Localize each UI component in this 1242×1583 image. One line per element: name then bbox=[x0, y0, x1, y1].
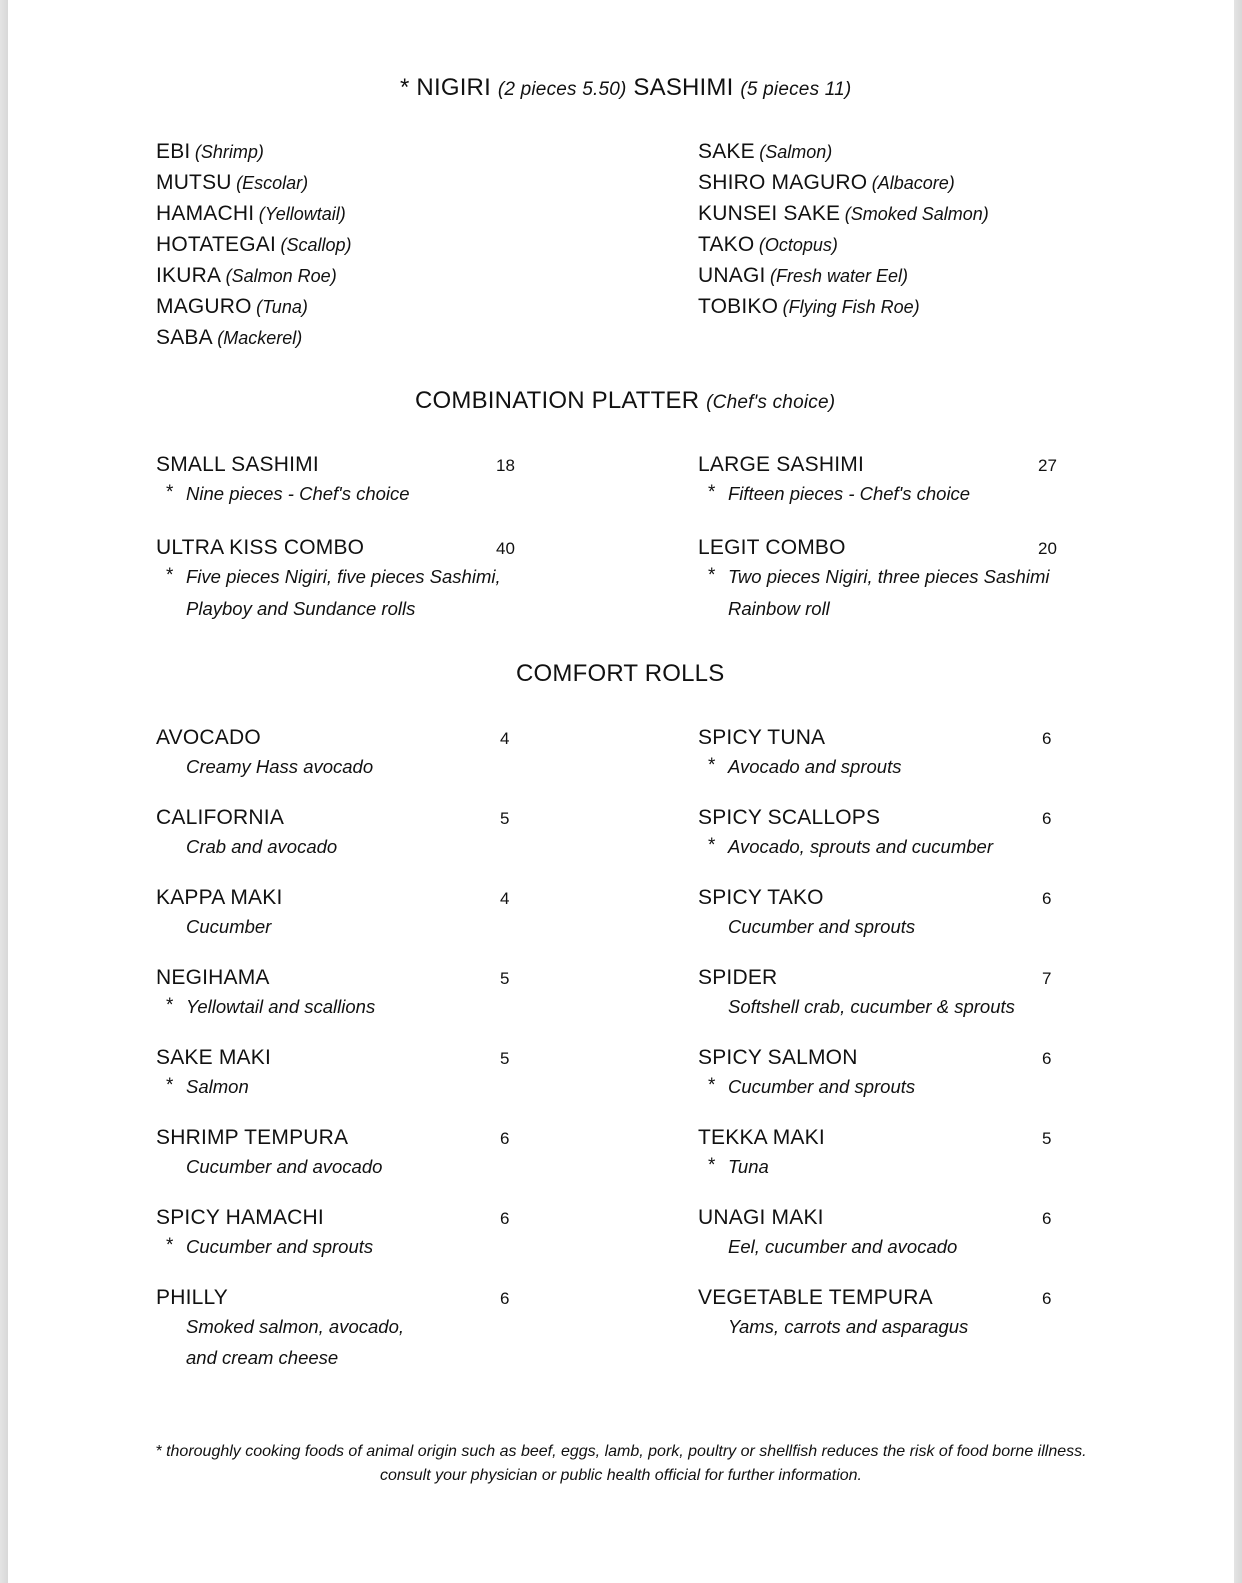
nigiri-item-name: HOTATEGAI bbox=[156, 233, 277, 256]
roll-price: 6 bbox=[1042, 889, 1052, 908]
roll-name: CALIFORNIA bbox=[156, 806, 285, 829]
nigiri-item-translation: (Smoked Salmon) bbox=[844, 204, 989, 224]
roll-description: Cucumber and sprouts bbox=[728, 916, 916, 937]
nigiri-item-translation: (Salmon Roe) bbox=[225, 266, 337, 286]
roll-name: SPICY TUNA bbox=[698, 726, 826, 749]
roll-price: 4 bbox=[500, 889, 510, 908]
combo-price: 40 bbox=[496, 539, 515, 558]
combo-description: Two pieces Nigiri, three pieces Sashimi bbox=[728, 566, 1050, 587]
roll-name: AVOCADO bbox=[156, 726, 261, 749]
nigiri-item-name: SABA bbox=[156, 326, 213, 349]
combo-price: 27 bbox=[1038, 456, 1057, 475]
nigiri-item-translation: (Salmon) bbox=[759, 142, 833, 162]
combo-description: Playboy and Sundance rolls bbox=[186, 598, 416, 619]
roll-price: 6 bbox=[1042, 809, 1052, 828]
combo-name: LARGE SASHIMI bbox=[698, 453, 864, 476]
nigiri-item-name: KUNSEI SAKE bbox=[698, 202, 841, 225]
nigiri-item-name: UNAGI bbox=[698, 264, 766, 287]
page-edge-left bbox=[0, 0, 8, 1583]
roll-price: 6 bbox=[500, 1289, 510, 1308]
nigiri-item bbox=[698, 264, 908, 288]
roll-name: NEGIHAMA bbox=[156, 966, 270, 989]
nigiri-item-name: MAGURO bbox=[156, 295, 252, 318]
roll-name: KAPPA MAKI bbox=[156, 886, 283, 909]
combo-description: Nine pieces - Chef's choice bbox=[186, 483, 410, 504]
nigiri-item bbox=[156, 202, 346, 226]
nigiri-sashimi-heading bbox=[400, 74, 851, 102]
roll-price: 6 bbox=[1042, 1049, 1052, 1068]
roll-description: Smoked salmon, avocado, bbox=[186, 1316, 405, 1337]
nigiri-item-name: SHIRO MAGURO bbox=[698, 171, 868, 194]
nigiri-label: NIGIRI bbox=[416, 74, 491, 101]
nigiri-item-translation: (Octopus) bbox=[758, 235, 838, 255]
nigiri-item bbox=[156, 171, 308, 195]
roll-name: SAKE MAKI bbox=[156, 1046, 272, 1069]
page-edge-right bbox=[1234, 0, 1242, 1583]
nigiri-item bbox=[698, 233, 838, 257]
asterisk-icon: * bbox=[708, 755, 716, 776]
roll-price: 5 bbox=[1042, 1129, 1052, 1148]
roll-description: Cucumber and avocado bbox=[186, 1156, 383, 1177]
nigiri-item bbox=[698, 171, 955, 195]
nigiri-item bbox=[698, 295, 920, 319]
asterisk-icon: * bbox=[166, 565, 174, 586]
nigiri-item-translation: (Fresh water Eel) bbox=[769, 266, 909, 286]
sashimi-label: SASHIMI bbox=[633, 74, 734, 101]
asterisk-icon: * bbox=[708, 835, 716, 856]
roll-description: Avocado and sprouts bbox=[728, 756, 902, 777]
nigiri-price-note: (2 pieces 5.50) bbox=[497, 79, 627, 100]
roll-name: UNAGI MAKI bbox=[698, 1206, 824, 1229]
asterisk-icon: * bbox=[708, 565, 716, 586]
asterisk-icon: * bbox=[166, 482, 174, 503]
roll-name: SPICY SALMON bbox=[698, 1046, 858, 1069]
nigiri-item-name: MUTSU bbox=[156, 171, 232, 194]
roll-price: 4 bbox=[500, 729, 510, 748]
asterisk-icon: * bbox=[708, 482, 716, 503]
nigiri-item-translation: (Yellowtail) bbox=[258, 204, 346, 224]
combination-title: COMBINATION PLATTER bbox=[415, 387, 700, 414]
roll-price: 7 bbox=[1042, 969, 1052, 988]
nigiri-item bbox=[698, 140, 832, 164]
nigiri-item bbox=[156, 140, 264, 164]
roll-name: SHRIMP TEMPURA bbox=[156, 1126, 349, 1149]
comfort-rolls-heading: COMFORT ROLLS bbox=[516, 660, 725, 687]
roll-description: Cucumber and sprouts bbox=[728, 1076, 916, 1097]
nigiri-item bbox=[698, 202, 989, 226]
nigiri-item bbox=[156, 295, 308, 319]
roll-price: 6 bbox=[1042, 1209, 1052, 1228]
roll-name: SPICY TAKO bbox=[698, 886, 824, 909]
combo-description: Fifteen pieces - Chef's choice bbox=[728, 483, 971, 504]
roll-description: and cream cheese bbox=[186, 1347, 339, 1368]
roll-price: 6 bbox=[1042, 1289, 1052, 1308]
asterisk-icon: * bbox=[166, 1235, 174, 1256]
roll-description: Yellowtail and scallions bbox=[186, 996, 376, 1017]
sashimi-price-note: (5 pieces 11) bbox=[740, 79, 852, 100]
asterisk-icon: * bbox=[708, 1075, 716, 1096]
combo-name: SMALL SASHIMI bbox=[156, 453, 319, 476]
nigiri-item-translation: (Mackerel) bbox=[217, 328, 303, 348]
nigiri-item-name: TOBIKO bbox=[698, 295, 779, 318]
nigiri-item-translation: (Flying Fish Roe) bbox=[782, 297, 920, 317]
roll-price: 5 bbox=[500, 969, 510, 988]
roll-name: TEKKA MAKI bbox=[698, 1126, 825, 1149]
roll-description: Avocado, sprouts and cucumber bbox=[728, 836, 993, 857]
nigiri-item-translation: (Scallop) bbox=[280, 235, 352, 255]
nigiri-item bbox=[156, 264, 337, 288]
nigiri-item-name: SAKE bbox=[698, 140, 755, 163]
nigiri-item bbox=[156, 233, 352, 257]
roll-name: SPICY SCALLOPS bbox=[698, 806, 881, 829]
nigiri-item bbox=[156, 326, 302, 350]
roll-description: Softshell crab, cucumber & sprouts bbox=[728, 996, 1015, 1017]
roll-name: SPICY HAMACHI bbox=[156, 1206, 324, 1229]
roll-description: Creamy Hass avocado bbox=[186, 756, 374, 777]
roll-name: VEGETABLE TEMPURA bbox=[698, 1286, 933, 1309]
roll-description: Crab and avocado bbox=[186, 836, 338, 857]
roll-description: Eel, cucumber and avocado bbox=[728, 1236, 958, 1257]
combination-note: (Chef's choice) bbox=[706, 392, 836, 413]
roll-price: 6 bbox=[500, 1129, 510, 1148]
roll-description: Tuna bbox=[728, 1156, 769, 1177]
roll-name: SPIDER bbox=[698, 966, 778, 989]
food-safety-footnote bbox=[0, 1440, 1242, 1488]
roll-description: Cucumber bbox=[186, 916, 272, 937]
nigiri-item-translation: (Shrimp) bbox=[194, 142, 264, 162]
asterisk-icon: * bbox=[166, 995, 174, 1016]
nigiri-item-name: TAKO bbox=[698, 233, 755, 256]
asterisk-icon: * bbox=[708, 1155, 716, 1176]
combo-name: LEGIT COMBO bbox=[698, 536, 846, 559]
combo-price: 18 bbox=[496, 456, 515, 475]
heading-asterisk: * bbox=[400, 74, 410, 101]
roll-price: 6 bbox=[1042, 729, 1052, 748]
combo-name: ULTRA KISS COMBO bbox=[156, 536, 365, 559]
nigiri-item-translation: (Albacore) bbox=[871, 173, 955, 193]
combination-platter-heading bbox=[415, 387, 835, 415]
nigiri-item-name: IKURA bbox=[156, 264, 222, 287]
combo-price: 20 bbox=[1038, 539, 1057, 558]
nigiri-item-translation: (Escolar) bbox=[236, 173, 309, 193]
roll-price: 5 bbox=[500, 1049, 510, 1068]
roll-description: Cucumber and sprouts bbox=[186, 1236, 374, 1257]
combo-description: Five pieces Nigiri, five pieces Sashimi, bbox=[186, 566, 501, 587]
roll-price: 6 bbox=[500, 1209, 510, 1228]
footnote-line-2: consult your physician or public health official for further information. bbox=[379, 1467, 862, 1484]
nigiri-item-translation: (Tuna) bbox=[256, 297, 308, 317]
roll-description: Yams, carrots and asparagus bbox=[728, 1316, 969, 1337]
footnote-line-1: * thoroughly cooking foods of animal origin such as beef, eggs, lamb, pork, poultry or shellfish reduces the risk of food borne illness. bbox=[155, 1443, 1087, 1460]
nigiri-item-name: EBI bbox=[156, 140, 191, 163]
roll-description: Salmon bbox=[186, 1076, 249, 1097]
roll-price: 5 bbox=[500, 809, 510, 828]
asterisk-icon: * bbox=[166, 1075, 174, 1096]
nigiri-item-name: HAMACHI bbox=[156, 202, 255, 225]
combo-description: Rainbow roll bbox=[728, 598, 830, 619]
roll-name: PHILLY bbox=[156, 1286, 229, 1309]
